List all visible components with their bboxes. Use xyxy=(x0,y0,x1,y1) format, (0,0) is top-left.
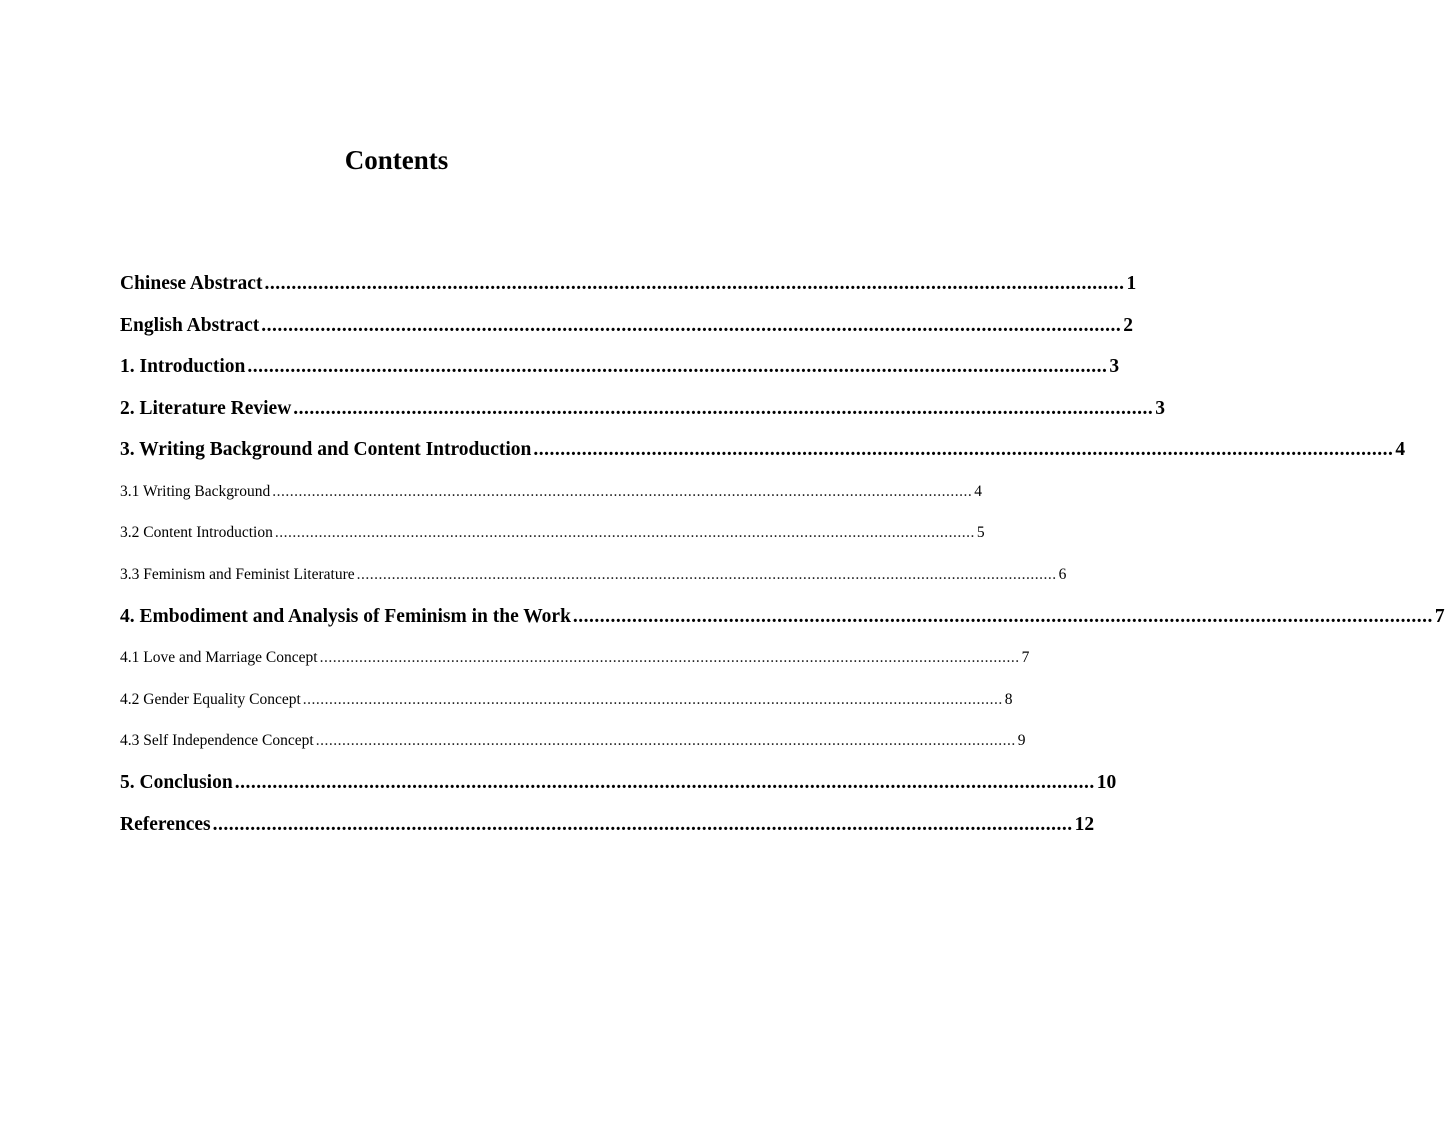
toc-entry-page-number: 1 xyxy=(1126,273,1137,294)
toc-subentry-love-marriage[interactable] xyxy=(120,648,1030,668)
dot-leader: ................................................................................................................................................................ xyxy=(212,814,1073,835)
toc-entry-page-number: 12 xyxy=(1074,814,1095,835)
toc-entry-label: 4.2 Gender Equality Concept xyxy=(120,691,301,708)
page-title: Contents xyxy=(344,145,449,175)
toc-entry-label: 2. Literature Review xyxy=(120,398,292,419)
toc-entry-introduction[interactable] xyxy=(120,355,1120,379)
toc-entry-label: 3.3 Feminism and Feminist Literature xyxy=(120,566,355,583)
toc-entry-embodiment-analysis[interactable] xyxy=(120,605,1445,629)
dot-leader: ................................................................................................................................................................ xyxy=(572,606,1433,627)
toc-entry-label: 4.1 Love and Marriage Concept xyxy=(120,649,318,666)
dot-leader: ................................................................................................................................................................ xyxy=(234,772,1095,793)
toc-subentry-self-independence[interactable] xyxy=(120,731,1026,751)
dot-leader: ................................................................................................................................................................ xyxy=(302,691,1003,708)
toc-entry-label: 4. Embodiment and Analysis of Feminism in the Work xyxy=(120,606,571,627)
toc-entry-label: 3.2 Content Introduction xyxy=(120,524,273,541)
toc-entry-conclusion[interactable] xyxy=(120,771,1117,795)
toc-entry-label: 3. Writing Background and Content Introduction xyxy=(120,439,532,460)
toc-entry-literature-review[interactable] xyxy=(120,397,1166,421)
toc-entry-page-number: 2 xyxy=(1123,315,1133,336)
toc-entry-label: 4.3 Self Independence Concept xyxy=(120,732,314,749)
toc-entry-chinese-abstract[interactable] xyxy=(120,272,1137,296)
toc-entry-page-number: 4 xyxy=(1395,439,1406,460)
toc-subentry-feminism-literature[interactable] xyxy=(120,565,1067,585)
toc-entry-label: 5. Conclusion xyxy=(120,772,233,793)
dot-leader: ................................................................................................................................................................ xyxy=(293,398,1154,419)
toc-subentry-writing-background[interactable] xyxy=(120,482,982,502)
dot-leader: ................................................................................................................................................................ xyxy=(533,439,1394,460)
toc-entry-page-number: 7 xyxy=(1021,649,1030,666)
toc-entry-label: 3.1 Writing Background xyxy=(120,483,271,500)
toc-entry-page-number: 3 xyxy=(1155,398,1166,419)
dot-leader: ................................................................................................................................................................ xyxy=(264,273,1125,294)
toc-subentry-gender-equality[interactable] xyxy=(120,690,1013,710)
toc-entry-references[interactable] xyxy=(120,813,1095,837)
toc-entry-page-number: 4 xyxy=(974,483,982,500)
dot-leader: ................................................................................................................................................................ xyxy=(261,315,1122,336)
dot-leader: ................................................................................................................................................................ xyxy=(272,483,973,500)
toc-entry-page-number: 6 xyxy=(1058,566,1067,583)
toc-entry-label: 1. Introduction xyxy=(120,356,246,377)
toc-entry-page-number: 5 xyxy=(976,524,985,541)
toc-entry-label: English Abstract xyxy=(120,315,260,336)
toc-entry-page-number: 10 xyxy=(1096,772,1117,793)
dot-leader: ................................................................................................................................................................ xyxy=(356,566,1057,583)
toc-entry-label: Chinese Abstract xyxy=(120,273,263,294)
dot-leader: ................................................................................................................................................................ xyxy=(274,524,975,541)
toc-entry-page-number: 9 xyxy=(1017,732,1026,749)
toc-entry-page-number: 7 xyxy=(1434,606,1445,627)
toc-entry-label: References xyxy=(120,814,211,835)
dot-leader: ................................................................................................................................................................ xyxy=(247,356,1108,377)
dot-leader: ................................................................................................................................................................ xyxy=(315,732,1016,749)
toc-entry-page-number: 8 xyxy=(1004,691,1013,708)
toc-subentry-content-introduction[interactable] xyxy=(120,523,985,543)
toc-entry-page-number: 3 xyxy=(1109,356,1120,377)
toc-entry-english-abstract[interactable] xyxy=(120,314,1133,338)
toc-entry-writing-background-and-content[interactable] xyxy=(120,438,1406,462)
dot-leader: ................................................................................................................................................................ xyxy=(319,649,1020,666)
